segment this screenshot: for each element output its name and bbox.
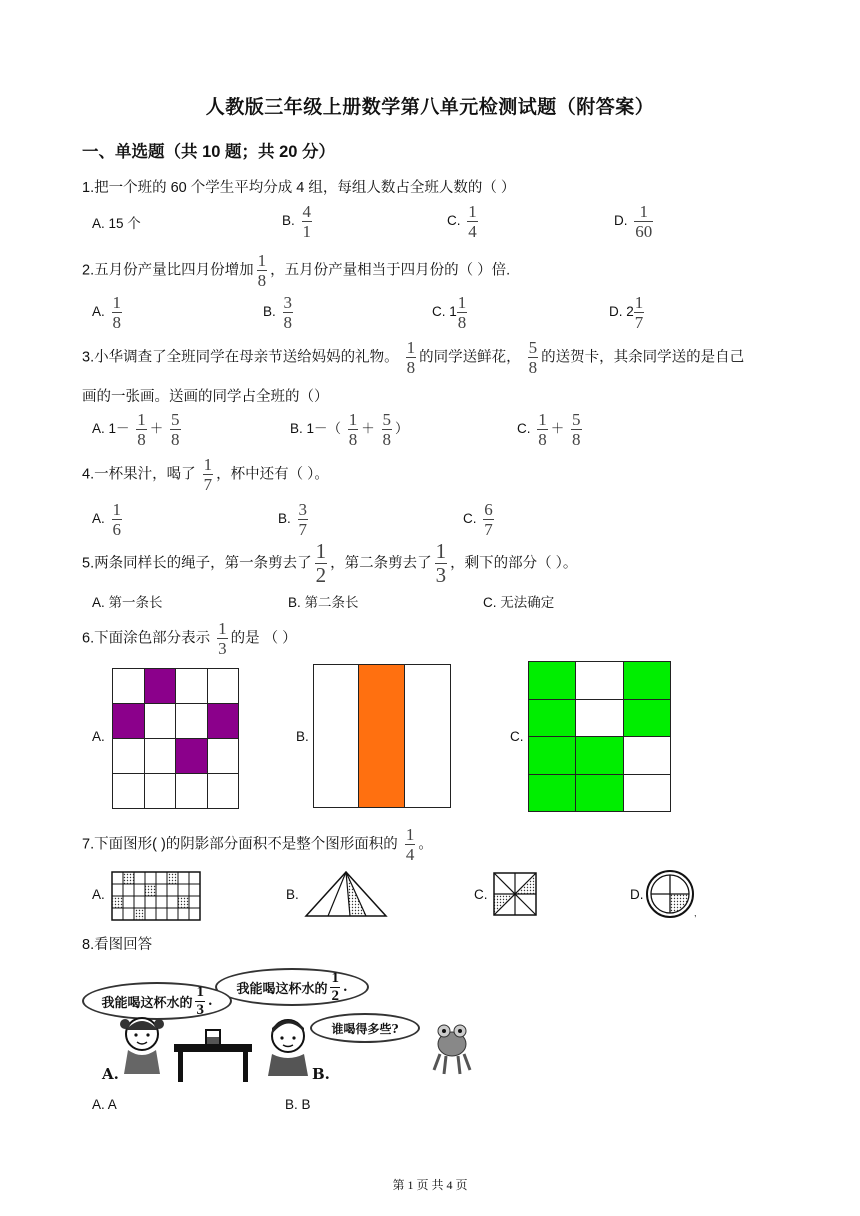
question-8: 8.看图回答 bbox=[82, 937, 153, 953]
q6-figure-c[interactable] bbox=[528, 661, 670, 811]
q8-option-a[interactable]: A. A bbox=[92, 1097, 117, 1112]
q5-option-c[interactable]: C. 无法确定 bbox=[483, 595, 555, 610]
grid-cell bbox=[144, 738, 177, 774]
q4-option-b[interactable]: B. $\frac{3}{7}$ bbox=[278, 500, 308, 539]
q7-figure-c[interactable] bbox=[490, 868, 540, 920]
q6-figure-a[interactable] bbox=[112, 668, 238, 808]
q6-option-c[interactable]: C. bbox=[510, 729, 524, 744]
q8-illustration bbox=[82, 964, 502, 1088]
q7-option-d[interactable]: D. bbox=[630, 887, 644, 902]
q1-option-b-fraction: $\frac{4}{1}$ bbox=[302, 202, 312, 241]
grid-cell bbox=[623, 661, 671, 700]
q1-option-c[interactable] bbox=[447, 203, 481, 240]
grid-cell bbox=[528, 736, 576, 775]
grid-cell bbox=[575, 699, 623, 738]
question-1: 1.把一个班的 60 个学生平均分成 4 组，每组人数占全班人数的（ ） bbox=[82, 180, 516, 196]
page-footer: 第 1 页 共 4 页 bbox=[392, 1178, 468, 1192]
q8-bubble-left: 我能喝这杯水的 $\frac{1}{3}$ . bbox=[82, 982, 232, 1020]
grid-cell bbox=[175, 668, 208, 704]
question-3: 3.小华调查了全班同学在母亲节送给妈妈的礼物。 $\frac{1}{8}$ 的同学送鲜花， $\frac{5}{8}$ 的送贺卡，其余同学送的是自己 bbox=[82, 338, 745, 377]
q7-option-c[interactable]: C. bbox=[474, 887, 488, 902]
grid-cell bbox=[575, 774, 623, 813]
q2-option-a[interactable]: A. $\frac{1}{8}$ bbox=[92, 293, 122, 332]
q4-option-c[interactable]: C. $\frac{6}{7}$ bbox=[463, 500, 493, 539]
grid-cell bbox=[623, 736, 671, 775]
grid-cell bbox=[112, 668, 145, 704]
frog-figure bbox=[434, 1025, 470, 1074]
q1-option-c-fraction: $\frac{1}{4}$ bbox=[468, 202, 477, 241]
grid-cell bbox=[575, 736, 623, 775]
q7-figure-a[interactable] bbox=[108, 864, 204, 926]
q3-option-a[interactable]: A. 1－ $\frac{1}{8}$ ＋ $\frac{5}{8}$ bbox=[92, 410, 180, 449]
grid-cell bbox=[112, 703, 145, 739]
q1-option-d-fraction: $\frac{1}{60}$ bbox=[635, 202, 653, 241]
q2-option-d[interactable]: D. 2 $\frac{1}{7}$ bbox=[609, 293, 644, 332]
q1-option-c-label: C. bbox=[447, 213, 465, 229]
q8-bubble-right: 我能喝这杯水的 $\frac{1}{2}$ . bbox=[215, 968, 369, 1006]
grid-cell bbox=[207, 668, 240, 704]
q3-option-b[interactable]: B. 1－（ $\frac{1}{8}$ ＋ $\frac{5}{8}$ ） bbox=[290, 410, 409, 449]
question-5: 5.两条同样长的绳子，第一条剪去了 $\frac{1}{2}$ ，第二条剪去了 $\frac{1}{3}$ ，剩下的部分（ ）。 bbox=[82, 539, 578, 587]
grid-cell bbox=[144, 773, 177, 809]
boy-figure bbox=[268, 1020, 308, 1076]
grid-cell bbox=[575, 661, 623, 700]
q2-option-b[interactable]: B. $\frac{3}{8}$ bbox=[263, 293, 293, 332]
q8-scene bbox=[82, 1004, 502, 1088]
question-2 bbox=[82, 252, 510, 289]
q1-option-d[interactable] bbox=[614, 203, 656, 240]
grid-cell bbox=[175, 703, 208, 739]
grid-cell bbox=[144, 668, 177, 704]
grid-cell bbox=[175, 738, 208, 774]
q2-text-pre: 2.五月份产量比四月份增加 bbox=[82, 262, 254, 279]
grid-cell bbox=[623, 774, 671, 813]
q3-option-c[interactable]: C. $\frac{1}{8}$ ＋ $\frac{5}{8}$ bbox=[517, 410, 581, 449]
q6-option-b[interactable]: B. bbox=[296, 729, 309, 744]
q8-tag-a: A. bbox=[102, 1065, 119, 1083]
q1-option-a[interactable]: A. 15 个 bbox=[92, 216, 141, 231]
grid-cell bbox=[623, 699, 671, 738]
grid-cell bbox=[528, 774, 576, 813]
q1-option-b-label: B. bbox=[282, 213, 299, 229]
grid-cell bbox=[112, 773, 145, 809]
q4-option-a[interactable]: A. $\frac{1}{6}$ bbox=[92, 500, 122, 539]
grid-cell bbox=[528, 661, 576, 700]
section-heading: 一、单选题（共 10 题；共 20 分） bbox=[82, 143, 336, 161]
q8-option-b[interactable]: B. B bbox=[285, 1097, 311, 1112]
question-6: 6.下面涂色部分表示 $\frac{1}{3}$ 的是 （ ） bbox=[82, 619, 297, 658]
grid-cell bbox=[207, 773, 240, 809]
q7-figure-d[interactable] bbox=[643, 864, 701, 924]
q7-option-b[interactable]: B. bbox=[286, 887, 299, 902]
q8-tag-b: B. bbox=[312, 1065, 330, 1083]
grid-cell bbox=[528, 699, 576, 738]
q2-fraction: $\frac{1}{8}$ bbox=[257, 251, 267, 290]
grid-cell bbox=[175, 773, 208, 809]
q2-option-c[interactable]: C. 1 $\frac{1}{8}$ bbox=[432, 293, 467, 332]
q6-option-a[interactable]: A. bbox=[92, 729, 105, 744]
question-3-line2: 画的一张画。送画的同学占全班的（） bbox=[82, 389, 329, 405]
q8-bubble-question: 谁喝得多些? bbox=[310, 1013, 420, 1043]
question-4: 4.一杯果汁，喝了 $\frac{1}{7}$ ，杯中还有（ ）。 bbox=[82, 455, 329, 494]
grid-cell bbox=[207, 703, 240, 739]
q1-option-b[interactable] bbox=[282, 203, 315, 240]
svg-text:,: , bbox=[694, 908, 697, 918]
q7-option-a[interactable]: A. bbox=[92, 887, 105, 902]
q7-figure-b[interactable] bbox=[300, 864, 392, 926]
question-7: 7.下面图形( )的阴影部分面积不是整个图形面积的 $\frac{1}{4}$ 。 bbox=[82, 825, 433, 864]
q6-figure-b[interactable] bbox=[313, 664, 451, 808]
q5-option-a[interactable]: A. 第一条长 bbox=[92, 595, 163, 610]
grid-cell bbox=[207, 738, 240, 774]
girl-figure bbox=[120, 1018, 164, 1074]
grid-cell bbox=[144, 703, 177, 739]
q5-option-b[interactable]: B. 第二条长 bbox=[288, 595, 359, 610]
page-title: 人教版三年级上册数学第八单元检测试题（附答案） bbox=[205, 97, 655, 118]
q2-text-post: ，五月份产量相当于四月份的（ ）倍. bbox=[270, 262, 511, 279]
grid-cell bbox=[112, 738, 145, 774]
q1-option-d-label: D. bbox=[614, 213, 632, 229]
